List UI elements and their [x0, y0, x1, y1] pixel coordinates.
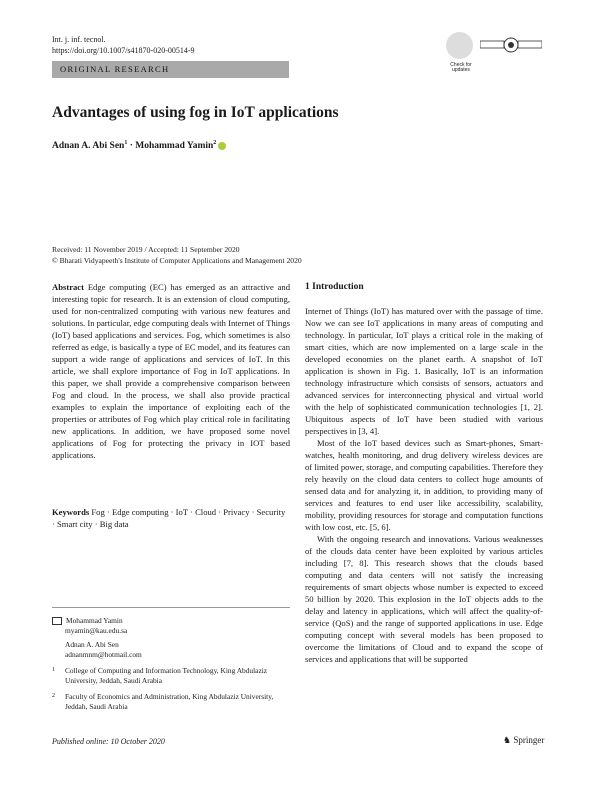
article-type-badge — [52, 61, 289, 78]
orcid-icon[interactable] — [218, 142, 226, 150]
article-type-label: ORIGINAL RESEARCH — [60, 64, 170, 74]
keywords-text: Fog · Edge computing · IoT · Cloud · Privacy · Security · Smart city · Big data — [52, 507, 286, 529]
footnote-divider — [52, 607, 290, 608]
author-1-affil: 1 — [124, 140, 128, 146]
abstract-label: Abstract — [52, 282, 84, 292]
corresponding-name: Mohammad Yamin — [66, 616, 123, 625]
author-2[interactable]: Mohammad Yamin — [135, 141, 214, 152]
affiliation-2-num: 2 — [52, 693, 55, 699]
keywords-label: Keywords — [52, 507, 90, 517]
paper-title: Advantages of using fog in IoT applications — [52, 104, 339, 121]
journal-name: Int. j. inf. tecnol. — [52, 35, 106, 44]
author-2-affil: 2 — [213, 140, 217, 146]
introduction-body — [305, 305, 543, 665]
affiliation-2 — [52, 692, 290, 712]
institute-logo-icon — [480, 36, 542, 54]
keywords — [52, 506, 290, 530]
coauthor-email[interactable]: adnanmnm@hotmail.com — [65, 650, 142, 659]
correspondence-footnotes — [52, 616, 290, 712]
author-separator: · — [127, 141, 136, 152]
running-header — [52, 34, 195, 56]
published-date: Published online: 10 October 2020 — [52, 737, 165, 746]
springer-horse-icon: ♞ — [503, 735, 512, 745]
check-for-updates-icon[interactable] — [446, 32, 473, 73]
envelope-icon — [52, 617, 62, 625]
intro-paragraph-1: Internet of Things (IoT) has matured over with the passage of time. Now we can see IoT applications in many areas of computing and technology. In particular, IoT plays a critical role in the making of smart cities, which are now implemented on a large scale in the developed economies on the planet earth. A snapshot of IoT application is shown in Fig. 1. Basically, IoT is an information technology infrastructure which consists of sensors, actuators and advanced services for interconnecting physical and virtual world with the help of sophisticated communication technologies [1, 2]. Ubiquitous aspects of IoT have been studied with various perspectives in [3, 4]. — [305, 306, 543, 436]
author-1[interactable]: Adnan A. Abi Sen — [52, 141, 125, 152]
intro-paragraph-3: With the ongoing research and innovations. Various weaknesses of the clouds data center have been exploited by various articles including [7, 8]. This research shows that the clouds based computing and data centers will not satisfy the increasing requirements of smart objects whose number is expected to exceed 50 billion by 2020. This explosion in the IoT objects adds to the delay and latency in applications, which will affect the quality-of-service (QoS) and the range of supported applications in use. Edge computing concept with several models has been proposed to overcome the limitations of Cloud and to expand the scope of services and applications that will be supported — [305, 534, 543, 664]
article-history — [52, 245, 302, 266]
coauthor-name: Adnan A. Abi Sen — [65, 640, 119, 649]
author-list — [52, 140, 226, 151]
affiliation-1 — [52, 666, 290, 686]
abstract — [52, 281, 290, 461]
received-accepted: Received: 11 November 2019 / Accepted: 11 September 2020 — [52, 245, 240, 254]
publisher-logo — [503, 735, 544, 746]
copyright: © Bharati Vidyapeeth's Institute of Computer Applications and Management 2020 — [52, 255, 302, 265]
corresponding-email[interactable]: myamin@kau.edu.sa — [65, 626, 128, 635]
abstract-text: Edge computing (EC) has emerged as an attractive and interesting topic for research. It is an extension of cloud computing, used for non-centralized computing with various new features and solutions. In particular, edge computing deals with Internet of Things (IoT) based applications and services. Fog, which sometimes is also referred as edge, is basically a type of EC model, and its features can support a wide range of applications and services of IoT. In this article, we shall explore importance of Fog in IoT applications. In this paper, we shall provide a comprehensive comparison between Fog and cloud. In the process, we shall also provide practical examples to explain the importance of exploiting each of the properties or attributes of Fog which play critical role in facilitating new applications. In addition, we have proposed some novel applications of Fog for protecting the privacy in IOT based applications. — [52, 282, 290, 460]
intro-paragraph-2: Most of the IoT based devices such as Smart-phones, Smart-watches, health monitoring, and drug delivery wireless devices are of limited power, storage, and computing capabilities. Therefore they rely heavily on the cloud data centers to collect huge amounts of sensed data and for analyzing it, in addition, to providing many of services and features to end user like accessibility, scalability, mobility, providing resources for storage and computation functions with low cost, etc. [5, 6]. — [305, 438, 543, 532]
affiliation-2-text: Faculty of Economics and Administration, King Abdulaziz University, Jeddah, Saudi Arabia — [65, 692, 274, 711]
doi-link[interactable]: https://doi.org/10.1007/s41870-020-00514-9 — [52, 46, 195, 55]
check-updates-label: Check for updates — [450, 62, 472, 73]
publisher-name: Springer — [513, 735, 545, 745]
affiliation-1-text: College of Computing and Information Technology, King Abdulaziz University, Jeddah, Saudi Arabia — [65, 666, 268, 685]
affiliation-1-num: 1 — [52, 667, 55, 673]
section-heading: 1 Introduction — [305, 282, 364, 292]
